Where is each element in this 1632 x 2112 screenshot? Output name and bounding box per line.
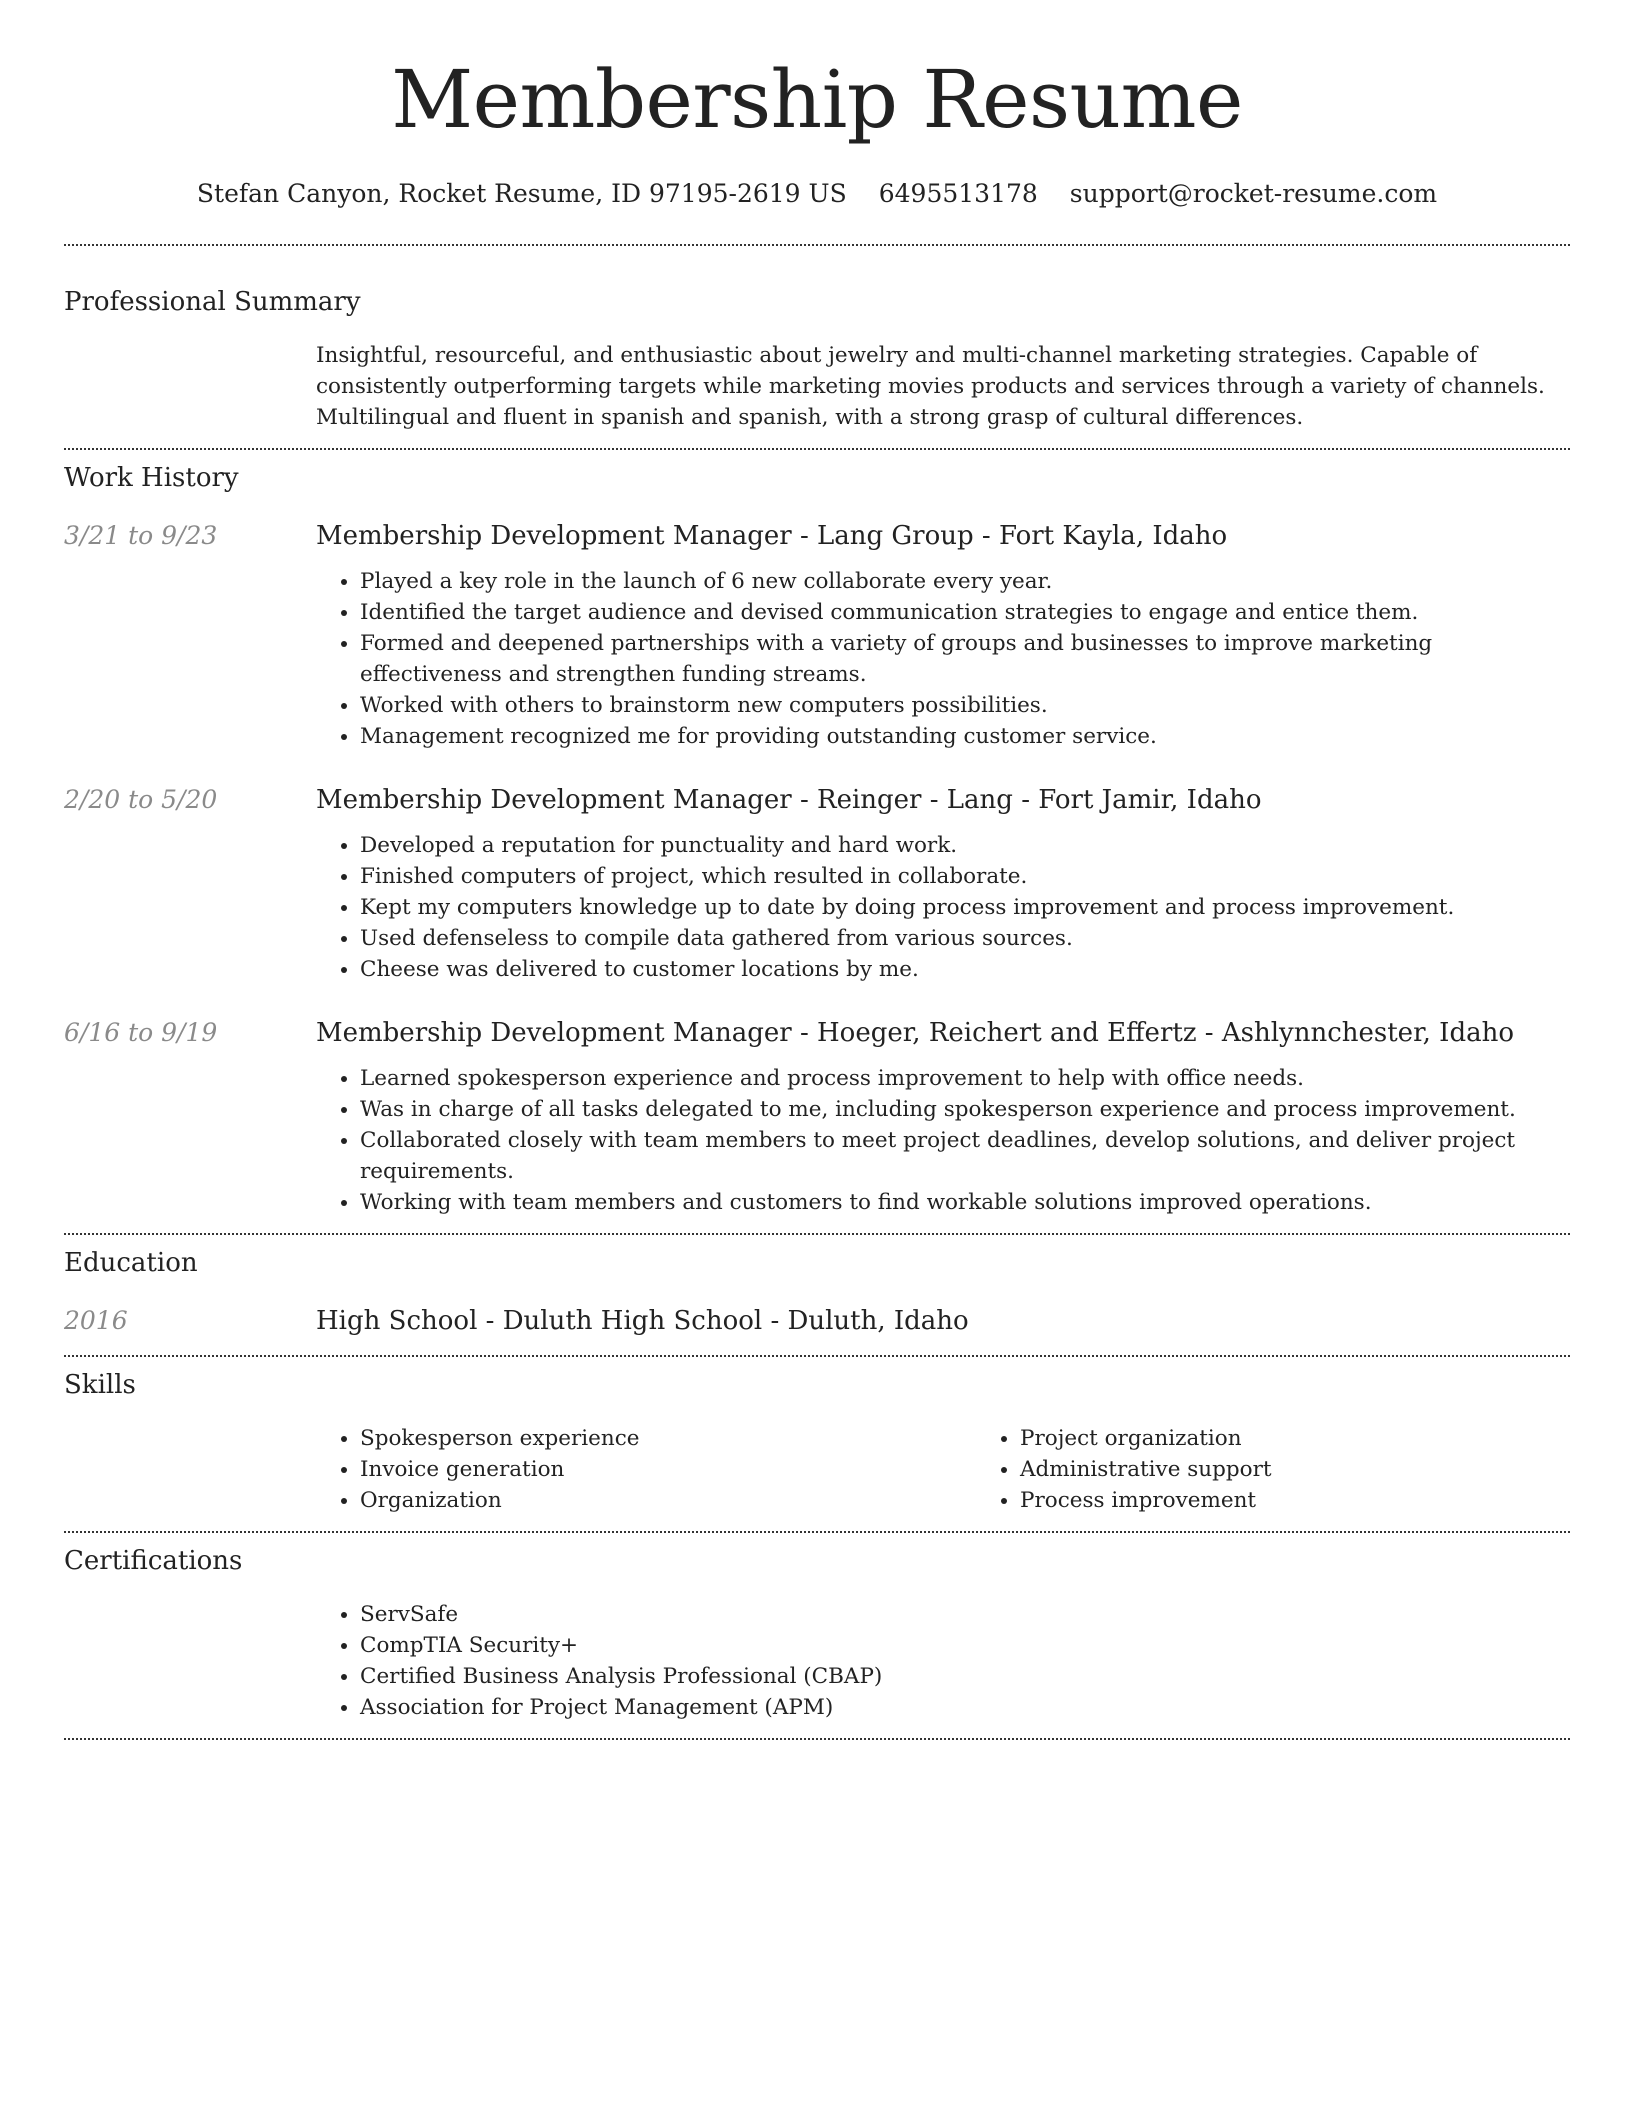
education-title: High School - Duluth High School - Duluth, Idaho (316, 1306, 969, 1336)
work-history-heading: Work History (64, 463, 239, 493)
job-bullet: • Worked with others to brainstorm new computers possibilities. (360, 690, 1570, 721)
job-bullet: • Learned spokesperson experience and process improvement to help with office needs. (360, 1063, 1570, 1094)
job-bullet: • Identified the target audience and devised communication strategies to engage and entice them. (360, 597, 1570, 628)
certification-item: • CompTIA Security+ (360, 1630, 1570, 1661)
job-dates: 3/21 to 9/23 (64, 521, 218, 550)
skill-item: • Spokesperson experience (360, 1423, 976, 1454)
skills-row (64, 1423, 1570, 1516)
divider (64, 1355, 1570, 1357)
job-bullet: • Used defenseless to compile data gathered from various sources. (360, 923, 1570, 954)
job-entry (64, 1017, 1570, 1218)
education-content (316, 1305, 1570, 1337)
job-bullet: • Management recognized me for providing outstanding customer service. (360, 721, 1570, 752)
skills-section (64, 1369, 1570, 1516)
education-date: 2016 (64, 1306, 128, 1335)
contact-phone: 6495513178 (878, 179, 1038, 208)
job-bullets (316, 1063, 1570, 1218)
resume-page (64, 0, 1570, 1740)
certifications-section (64, 1545, 1570, 1723)
certifications-heading: Certifications (64, 1546, 243, 1576)
summary-heading: Professional Summary (64, 287, 361, 317)
certifications-content (316, 1599, 1570, 1723)
job-entry (64, 784, 1570, 985)
job-title: Membership Development Manager - Hoeger, Reichert and Effertz - Ashlynnchester, Idaho (316, 1018, 1514, 1048)
education-heading: Education (64, 1248, 198, 1278)
divider (64, 1531, 1570, 1533)
skills-columns (316, 1423, 1632, 1516)
certification-item: • Certified Business Analysis Professional (CBAP) (360, 1661, 1570, 1692)
certification-item: • ServSafe (360, 1599, 1570, 1630)
job-title: Membership Development Manager - Lang Group - Fort Kayla, Idaho (316, 521, 1228, 551)
contact-email: support@rocket-resume.com (1069, 179, 1438, 208)
job-bullet: • Formed and deepened partnerships with a variety of groups and businesses to improve marketing effectiveness and strengthen funding streams. (360, 628, 1570, 690)
education-entry (64, 1305, 1570, 1337)
job-content (316, 784, 1570, 985)
summary-section (64, 286, 1570, 433)
job-bullet: • Developed a reputation for punctuality and hard work. (360, 830, 1570, 861)
job-bullet: • Cheese was delivered to customer locations by me. (360, 954, 1570, 985)
job-dates: 6/16 to 9/19 (64, 1018, 218, 1047)
divider (64, 244, 1570, 246)
job-bullet: • Finished computers of project, which resulted in collaborate. (360, 861, 1570, 892)
resume-title: Membership Resume (391, 53, 1243, 146)
contact-line (64, 178, 1570, 210)
job-bullets (316, 566, 1570, 752)
divider (64, 448, 1570, 450)
certifications-list (316, 1599, 1570, 1723)
skills-list-left (316, 1423, 976, 1516)
job-entry (64, 520, 1570, 752)
certifications-row (64, 1599, 1570, 1723)
divider (64, 1738, 1570, 1740)
job-bullet: • Played a key role in the launch of 6 new collaborate every year. (360, 566, 1570, 597)
certification-item: • Association for Project Management (APM) (360, 1692, 1570, 1723)
job-dates: 2/20 to 5/20 (64, 785, 218, 814)
skill-item: • Process improvement (1020, 1485, 1632, 1516)
summary-text: Insightful, resourceful, and enthusiastic about jewelry and multi-channel marketing strategies. Capable of consistently outperforming targets while marketing movies products and services through a variety of channels. Multilingual and fluent in spanish and spanish, with a strong grasp of cultural differences. (316, 343, 1545, 430)
education-section (64, 1247, 1570, 1337)
skill-item: • Invoice generation (360, 1454, 976, 1485)
skills-heading: Skills (64, 1370, 136, 1400)
skills-list-right (976, 1423, 1632, 1516)
divider (64, 1233, 1570, 1235)
job-bullet: • Working with team members and customers to find workable solutions improved operations. (360, 1187, 1570, 1218)
skill-item: • Project organization (1020, 1423, 1632, 1454)
work-history-section (64, 462, 1570, 1218)
job-content (316, 520, 1570, 752)
job-bullets (316, 830, 1570, 985)
job-title: Membership Development Manager - Reinger - Lang - Fort Jamir, Idaho (316, 785, 1262, 815)
skill-item: • Administrative support (1020, 1454, 1632, 1485)
job-content (316, 1017, 1570, 1218)
skill-item: • Organization (360, 1485, 976, 1516)
job-bullet: • Was in charge of all tasks delegated to me, including spokesperson experience and process improvement. (360, 1094, 1570, 1125)
contact-address: Stefan Canyon, Rocket Resume, ID 97195-2619 US (196, 179, 847, 208)
job-bullet: • Kept my computers knowledge up to date by doing process improvement and process improvement. (360, 892, 1570, 923)
job-bullet: • Collaborated closely with team members to meet project deadlines, develop solutions, and deliver project requirements. (360, 1125, 1570, 1187)
